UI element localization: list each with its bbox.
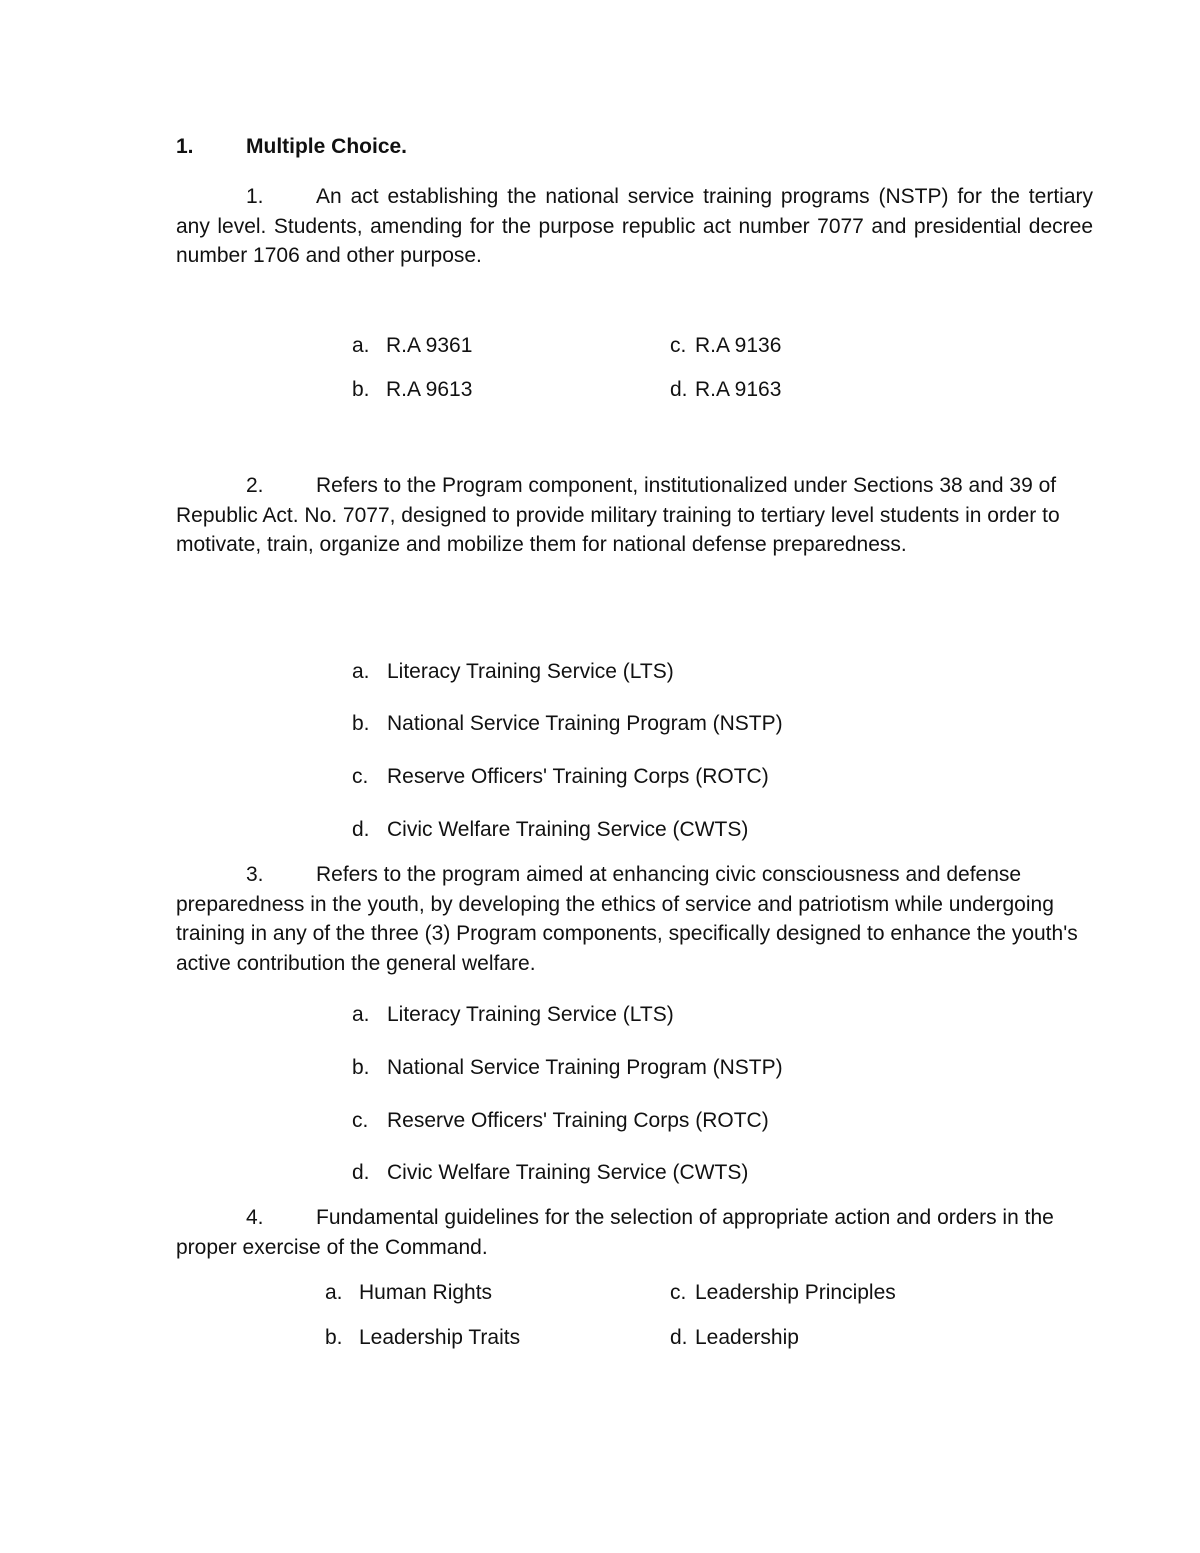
choice-text: Leadership [695, 1326, 799, 1349]
question-number: 3. [246, 863, 264, 886]
choice-label: a. [352, 1003, 370, 1026]
question-1 [176, 182, 1093, 271]
choice-label: b. [352, 1056, 370, 1079]
choice-label: d. [670, 378, 688, 401]
choice-label: a. [352, 334, 370, 357]
question-2 [176, 471, 1093, 560]
choice-text: R.A 9163 [695, 378, 782, 401]
choice-text: Civic Welfare Training Service (CWTS) [387, 818, 749, 841]
choice-text: Civic Welfare Training Service (CWTS) [387, 1161, 749, 1184]
choice-label: b. [325, 1326, 343, 1349]
section-number: 1. [176, 135, 194, 158]
choice-label: c. [352, 1109, 369, 1132]
choice-text: Literacy Training Service (LTS) [387, 660, 674, 683]
choice-text: Leadership Traits [359, 1326, 521, 1349]
choice-text: Reserve Officers' Training Corps (ROTC) [387, 1109, 769, 1132]
choice-text: Leadership Principles [695, 1281, 896, 1304]
question-text: An act establishing the national service training programs (NSTP) for the tertiary any level. Students, amending for the purpose republic act number 7077 and presidential decree number 1706 and other purpose. [176, 185, 1093, 267]
choice-label: d. [670, 1326, 688, 1349]
choice-label: a. [325, 1281, 343, 1304]
choice-text: R.A 9613 [386, 378, 473, 401]
question-text: Fundamental guidelines for the selection of appropriate action and orders in the proper exercise of the Command. [176, 1206, 1054, 1259]
choice-label: b. [352, 378, 370, 401]
choice-text: R.A 9361 [386, 334, 473, 357]
choice-label: c. [670, 334, 687, 357]
choice-label: d. [352, 818, 370, 841]
question-text: Refers to the program aimed at enhancing civic consciousness and defense preparedness in the youth, by developing the ethics of service and patriotism while undergoing training in any of the three (3) Program components, specifically designed to enhance the youth's active contribution the general welfare. [176, 863, 1078, 975]
question-number: 4. [246, 1206, 264, 1229]
question-text: Refers to the Program component, institutionalized under Sections 38 and 39 of Republic Act. No. 7077, designed to provide military training to tertiary level students in order to motivate, train, organize and mobilize them for national defense preparedness. [176, 474, 1060, 556]
question-number: 2. [246, 474, 264, 497]
choice-text: Reserve Officers' Training Corps (ROTC) [387, 765, 769, 788]
choice-text: National Service Training Program (NSTP) [387, 1056, 783, 1079]
choice-label: a. [352, 660, 370, 683]
question-number: 1. [246, 185, 264, 208]
choice-text: Literacy Training Service (LTS) [387, 1003, 674, 1026]
choice-label: c. [670, 1281, 687, 1304]
choice-text: Human Rights [359, 1281, 493, 1304]
question-3 [176, 860, 1093, 978]
choice-label: b. [352, 712, 370, 735]
choice-text: National Service Training Program (NSTP) [387, 712, 783, 735]
question-4 [176, 1203, 1093, 1262]
choice-label: c. [352, 765, 369, 788]
section-title: Multiple Choice. [246, 135, 408, 158]
choice-label: d. [352, 1161, 370, 1184]
choice-text: R.A 9136 [695, 334, 782, 357]
